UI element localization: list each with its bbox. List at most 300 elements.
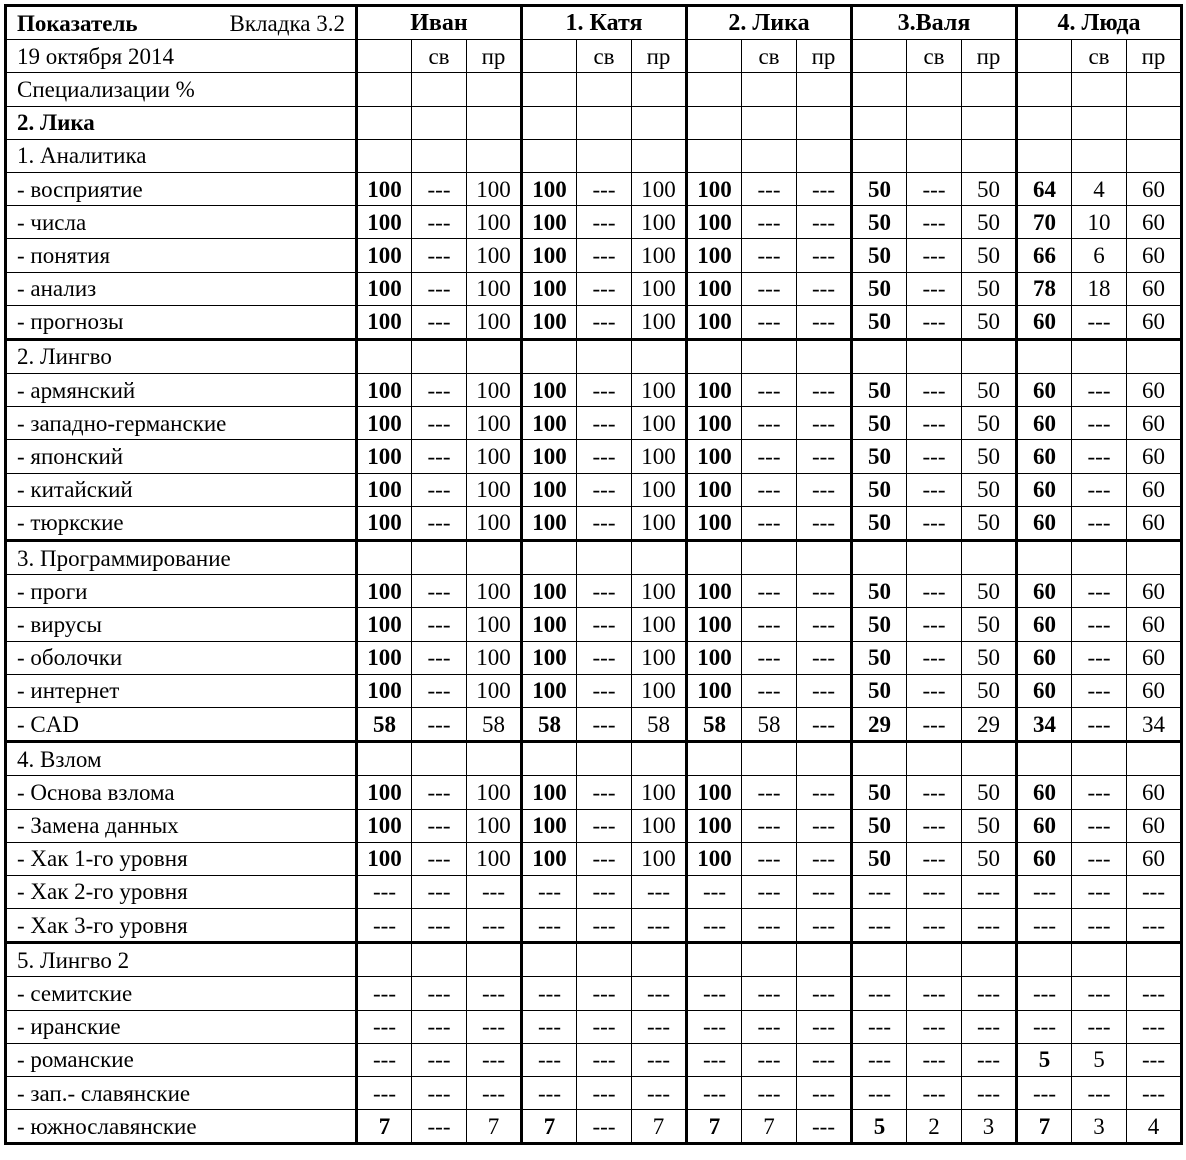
value-cell-total: ---: [522, 1043, 577, 1076]
value-cell-total: 50: [852, 608, 907, 641]
value-cell-pr: ---: [1127, 909, 1182, 943]
table-row: [6, 943, 1182, 977]
value-cell-pr: ---: [467, 1077, 522, 1110]
value-cell-total: ---: [1017, 977, 1072, 1010]
value-cell-total: 100: [687, 575, 742, 608]
value-cell-pr: [467, 106, 522, 139]
value-cell-total: [522, 139, 577, 172]
value-cell-total: 60: [1017, 506, 1072, 540]
value-cell-pr: 100: [467, 172, 522, 205]
value-cell-total: ---: [687, 977, 742, 1010]
value-cell-total: 7: [357, 1110, 412, 1144]
value-cell-sv: ---: [742, 374, 797, 407]
value-cell-total: 100: [522, 407, 577, 440]
table-row: [6, 272, 1182, 305]
value-cell-sv: ---: [907, 875, 962, 908]
value-cell-pr: 60: [1127, 374, 1182, 407]
value-cell-pr: 7: [467, 1110, 522, 1144]
value-cell-sv: [907, 106, 962, 139]
value-cell-pr: [632, 139, 687, 172]
value-cell-pr: [1127, 742, 1182, 776]
value-cell-total: 100: [522, 239, 577, 272]
value-cell-total: 64: [1017, 172, 1072, 205]
value-cell-total: 100: [522, 641, 577, 674]
value-cell-pr: 50: [962, 206, 1017, 239]
value-cell-sv: ---: [742, 608, 797, 641]
value-cell-total: ---: [357, 875, 412, 908]
value-cell-total: 50: [852, 239, 907, 272]
value-cell-total: 100: [357, 239, 412, 272]
value-cell-sv: ---: [577, 674, 632, 707]
value-cell-total: 100: [357, 407, 412, 440]
value-cell-total: ---: [687, 909, 742, 943]
person-header-3: 3.Валя: [852, 6, 1017, 40]
row-label: 5. Лингво 2: [6, 943, 357, 977]
value-cell-pr: [467, 943, 522, 977]
table-row: [6, 1110, 1182, 1144]
row-label: - Хак 3-го уровня: [6, 909, 357, 943]
value-cell-sv: 2: [907, 1110, 962, 1144]
value-cell-total: [522, 541, 577, 575]
row-label: 4. Взлом: [6, 742, 357, 776]
value-cell-sv: [577, 541, 632, 575]
value-cell-sv: ---: [907, 707, 962, 741]
value-cell-sv: ---: [907, 977, 962, 1010]
value-cell-total: 50: [852, 440, 907, 473]
value-cell-sv: ---: [742, 206, 797, 239]
sub-header-sv: св: [907, 40, 962, 73]
value-cell-total: 100: [357, 440, 412, 473]
value-cell-pr: ---: [962, 909, 1017, 943]
value-cell-total: 100: [357, 674, 412, 707]
value-cell-pr: 50: [962, 407, 1017, 440]
value-cell-total: 100: [687, 608, 742, 641]
value-cell-total: 100: [357, 374, 412, 407]
table-row: [6, 506, 1182, 540]
value-cell-total: 50: [852, 575, 907, 608]
value-cell-pr: 100: [467, 842, 522, 875]
value-cell-sv: ---: [1072, 575, 1127, 608]
table-row: [6, 1077, 1182, 1110]
value-cell-total: 100: [522, 374, 577, 407]
value-cell-total: [1017, 943, 1072, 977]
value-cell-pr: ---: [797, 239, 852, 272]
value-cell-pr: 100: [467, 473, 522, 506]
value-cell-total: 7: [687, 1110, 742, 1144]
value-cell-total: 60: [1017, 842, 1072, 875]
value-cell-total: [687, 106, 742, 139]
value-cell-total: [522, 943, 577, 977]
value-cell-sv: [1072, 106, 1127, 139]
value-cell-pr: ---: [797, 172, 852, 205]
value-cell-sv: ---: [742, 440, 797, 473]
value-cell-pr: [1127, 106, 1182, 139]
value-cell-total: 60: [1017, 608, 1072, 641]
value-cell-pr: 50: [962, 506, 1017, 540]
value-cell-pr: [467, 139, 522, 172]
value-cell-pr: [962, 541, 1017, 575]
value-cell-pr: ---: [632, 909, 687, 943]
table-row: [6, 374, 1182, 407]
value-cell-sv: ---: [1072, 1010, 1127, 1043]
value-cell-sv: ---: [412, 809, 467, 842]
value-cell-sv: [577, 742, 632, 776]
value-cell-total: 50: [852, 641, 907, 674]
value-cell-sv: ---: [907, 206, 962, 239]
value-cell-pr: ---: [467, 1010, 522, 1043]
value-cell-pr: 60: [1127, 809, 1182, 842]
value-cell-sv: 4: [1072, 172, 1127, 205]
value-cell-pr: ---: [962, 1043, 1017, 1076]
value-cell-sv: ---: [577, 909, 632, 943]
value-cell-sv: [907, 742, 962, 776]
value-cell-total: 50: [852, 674, 907, 707]
value-cell-pr: ---: [797, 875, 852, 908]
value-cell-sv: [1072, 541, 1127, 575]
value-cell-sv: [412, 742, 467, 776]
value-cell-total: [852, 541, 907, 575]
value-cell-sv: [1072, 742, 1127, 776]
value-cell-sv: [412, 541, 467, 575]
value-cell-pr: 100: [632, 473, 687, 506]
value-cell-pr: 100: [632, 305, 687, 339]
value-cell-sv: [742, 339, 797, 373]
value-cell-sv: ---: [1072, 707, 1127, 741]
value-cell-total: 50: [852, 809, 907, 842]
value-cell-sv: ---: [1072, 305, 1127, 339]
value-cell-pr: ---: [797, 407, 852, 440]
value-cell-total: 100: [522, 608, 577, 641]
value-cell-pr: ---: [797, 641, 852, 674]
value-cell-pr: 100: [632, 809, 687, 842]
value-cell-pr: ---: [797, 809, 852, 842]
value-cell-sv: ---: [907, 641, 962, 674]
value-cell-pr: [467, 73, 522, 106]
table-row: [6, 842, 1182, 875]
value-cell-sv: ---: [412, 707, 467, 741]
value-cell-pr: [962, 943, 1017, 977]
value-cell-sv: ---: [412, 1043, 467, 1076]
value-cell-pr: ---: [467, 977, 522, 1010]
value-cell-pr: 100: [632, 842, 687, 875]
value-cell-sv: [742, 742, 797, 776]
value-cell-pr: ---: [467, 909, 522, 943]
value-cell-total: 100: [522, 272, 577, 305]
value-cell-total: ---: [357, 977, 412, 1010]
value-cell-pr: ---: [797, 608, 852, 641]
value-cell-pr: ---: [1127, 1077, 1182, 1110]
value-cell-pr: 50: [962, 674, 1017, 707]
value-cell-sv: ---: [577, 608, 632, 641]
person-header-0: Иван: [357, 6, 522, 40]
value-cell-pr: ---: [797, 776, 852, 809]
header-title: Показатель: [17, 11, 138, 36]
value-cell-total: [522, 742, 577, 776]
value-cell-pr: 100: [632, 407, 687, 440]
header-date: 19 октября 2014: [6, 40, 357, 73]
value-cell-pr: 50: [962, 374, 1017, 407]
value-cell-total: 100: [687, 809, 742, 842]
value-cell-total: 100: [522, 506, 577, 540]
value-cell-pr: ---: [467, 875, 522, 908]
value-cell-total: 60: [1017, 575, 1072, 608]
value-cell-total: 100: [687, 374, 742, 407]
value-cell-total: [852, 73, 907, 106]
value-cell-sv: ---: [412, 674, 467, 707]
value-cell-pr: 60: [1127, 440, 1182, 473]
value-cell-pr: [797, 339, 852, 373]
row-label: - китайский: [6, 473, 357, 506]
value-cell-total: 100: [522, 206, 577, 239]
value-cell-total: 100: [357, 172, 412, 205]
value-cell-sv: ---: [1072, 809, 1127, 842]
row-label: - прогнозы: [6, 305, 357, 339]
value-cell-sv: ---: [742, 575, 797, 608]
value-cell-sv: ---: [577, 977, 632, 1010]
value-cell-total: [1017, 742, 1072, 776]
value-cell-pr: [632, 73, 687, 106]
value-cell-sv: ---: [577, 1043, 632, 1076]
value-cell-pr: 60: [1127, 608, 1182, 641]
value-cell-pr: [632, 106, 687, 139]
sub-header-total: [522, 40, 577, 73]
sub-header-pr: пр: [797, 40, 852, 73]
value-cell-sv: [577, 106, 632, 139]
table-row: [6, 305, 1182, 339]
value-cell-pr: ---: [797, 707, 852, 741]
value-cell-sv: ---: [577, 374, 632, 407]
value-cell-sv: ---: [1072, 674, 1127, 707]
value-cell-total: 100: [522, 842, 577, 875]
value-cell-total: 100: [687, 305, 742, 339]
value-cell-sv: ---: [577, 641, 632, 674]
value-cell-total: 100: [357, 473, 412, 506]
value-cell-pr: 50: [962, 239, 1017, 272]
value-cell-sv: ---: [577, 575, 632, 608]
value-cell-pr: 60: [1127, 272, 1182, 305]
person-header-2: 2. Лика: [687, 6, 852, 40]
value-cell-sv: [907, 541, 962, 575]
value-cell-pr: ---: [797, 506, 852, 540]
value-cell-total: 100: [687, 172, 742, 205]
value-cell-total: ---: [852, 977, 907, 1010]
table-row: [6, 239, 1182, 272]
value-cell-total: ---: [687, 1077, 742, 1110]
value-cell-pr: ---: [797, 674, 852, 707]
value-cell-pr: [1127, 339, 1182, 373]
value-cell-pr: 50: [962, 641, 1017, 674]
value-cell-pr: 3: [962, 1110, 1017, 1144]
value-cell-sv: ---: [577, 206, 632, 239]
value-cell-total: 50: [852, 206, 907, 239]
value-cell-total: 60: [1017, 674, 1072, 707]
sub-header-total: [1017, 40, 1072, 73]
value-cell-pr: 100: [467, 407, 522, 440]
value-cell-sv: [907, 339, 962, 373]
value-cell-sv: ---: [907, 440, 962, 473]
value-cell-pr: [797, 541, 852, 575]
value-cell-sv: ---: [907, 172, 962, 205]
value-cell-pr: 4: [1127, 1110, 1182, 1144]
value-cell-sv: ---: [412, 305, 467, 339]
value-cell-total: 60: [1017, 305, 1072, 339]
value-cell-sv: ---: [1072, 875, 1127, 908]
value-cell-total: 60: [1017, 776, 1072, 809]
value-cell-total: ---: [522, 977, 577, 1010]
value-cell-pr: 60: [1127, 206, 1182, 239]
value-cell-pr: [962, 742, 1017, 776]
value-cell-sv: ---: [577, 707, 632, 741]
value-cell-total: 100: [522, 809, 577, 842]
value-cell-sv: ---: [907, 305, 962, 339]
value-cell-sv: [412, 106, 467, 139]
table-row: [6, 172, 1182, 205]
value-cell-pr: ---: [797, 575, 852, 608]
value-cell-sv: ---: [907, 608, 962, 641]
value-cell-total: [522, 106, 577, 139]
value-cell-total: 100: [357, 842, 412, 875]
value-cell-sv: ---: [1072, 776, 1127, 809]
value-cell-pr: 100: [467, 305, 522, 339]
value-cell-pr: 50: [962, 305, 1017, 339]
table-row: [6, 541, 1182, 575]
value-cell-total: 50: [852, 842, 907, 875]
value-cell-sv: ---: [1072, 909, 1127, 943]
value-cell-sv: [412, 139, 467, 172]
value-cell-total: [357, 541, 412, 575]
value-cell-sv: 5: [1072, 1043, 1127, 1076]
value-cell-pr: 29: [962, 707, 1017, 741]
value-cell-total: ---: [522, 909, 577, 943]
value-cell-sv: ---: [1072, 473, 1127, 506]
value-cell-sv: ---: [577, 1110, 632, 1144]
value-cell-total: 100: [357, 305, 412, 339]
value-cell-sv: ---: [907, 1010, 962, 1043]
value-cell-pr: [632, 742, 687, 776]
value-cell-pr: 100: [467, 608, 522, 641]
value-cell-sv: ---: [907, 374, 962, 407]
value-cell-total: [522, 339, 577, 373]
value-cell-total: 100: [522, 575, 577, 608]
row-label: - оболочки: [6, 641, 357, 674]
table-row: [6, 1010, 1182, 1043]
value-cell-total: 100: [522, 172, 577, 205]
value-cell-sv: ---: [742, 875, 797, 908]
value-cell-total: 60: [1017, 473, 1072, 506]
value-cell-sv: ---: [577, 1077, 632, 1110]
value-cell-sv: [577, 139, 632, 172]
value-cell-sv: ---: [577, 239, 632, 272]
value-cell-total: 100: [522, 674, 577, 707]
value-cell-pr: 100: [467, 239, 522, 272]
value-cell-total: 50: [852, 473, 907, 506]
row-label: - проги: [6, 575, 357, 608]
value-cell-pr: [797, 106, 852, 139]
person-header-1: 1. Катя: [522, 6, 687, 40]
value-cell-sv: [907, 943, 962, 977]
value-cell-pr: ---: [797, 1077, 852, 1110]
table-row: [6, 809, 1182, 842]
value-cell-pr: [797, 139, 852, 172]
value-cell-total: 100: [687, 674, 742, 707]
value-cell-total: 100: [357, 575, 412, 608]
row-label: - CAD: [6, 707, 357, 741]
value-cell-sv: ---: [907, 239, 962, 272]
value-cell-pr: ---: [632, 1043, 687, 1076]
value-cell-total: [1017, 73, 1072, 106]
value-cell-sv: ---: [412, 842, 467, 875]
row-label: - Основа взлома: [6, 776, 357, 809]
value-cell-total: 100: [357, 809, 412, 842]
value-cell-sv: ---: [577, 776, 632, 809]
value-cell-total: [852, 742, 907, 776]
table-row: [6, 139, 1182, 172]
value-cell-pr: 100: [632, 674, 687, 707]
value-cell-total: 100: [687, 206, 742, 239]
value-cell-pr: 100: [467, 641, 522, 674]
table-row: [6, 977, 1182, 1010]
value-cell-total: 100: [357, 641, 412, 674]
value-cell-total: 100: [357, 608, 412, 641]
row-label: Специализации %: [6, 73, 357, 106]
value-cell-total: [852, 139, 907, 172]
value-cell-pr: ---: [797, 1110, 852, 1144]
value-cell-total: [357, 73, 412, 106]
sub-header-total: [357, 40, 412, 73]
value-cell-sv: ---: [742, 1043, 797, 1076]
value-cell-sv: [742, 943, 797, 977]
value-cell-pr: 50: [962, 272, 1017, 305]
table-row: [6, 875, 1182, 908]
table-row: [6, 73, 1182, 106]
row-label: 1. Аналитика: [6, 139, 357, 172]
value-cell-sv: ---: [412, 1110, 467, 1144]
table-row: [6, 641, 1182, 674]
value-cell-pr: 50: [962, 575, 1017, 608]
value-cell-sv: ---: [1072, 374, 1127, 407]
value-cell-total: 50: [852, 374, 907, 407]
value-cell-pr: 34: [1127, 707, 1182, 741]
value-cell-total: ---: [357, 909, 412, 943]
value-cell-sv: ---: [577, 172, 632, 205]
value-cell-pr: ---: [962, 1077, 1017, 1110]
value-cell-pr: [797, 742, 852, 776]
row-label: - романские: [6, 1043, 357, 1076]
value-cell-total: 60: [1017, 809, 1072, 842]
value-cell-sv: 6: [1072, 239, 1127, 272]
value-cell-total: ---: [522, 1010, 577, 1043]
value-cell-sv: ---: [742, 1010, 797, 1043]
value-cell-total: [852, 106, 907, 139]
value-cell-total: 100: [357, 776, 412, 809]
value-cell-total: 50: [852, 172, 907, 205]
value-cell-sv: ---: [907, 909, 962, 943]
value-cell-sv: ---: [1072, 506, 1127, 540]
value-cell-pr: 50: [962, 473, 1017, 506]
value-cell-pr: [1127, 943, 1182, 977]
value-cell-pr: ---: [797, 305, 852, 339]
value-cell-sv: ---: [1072, 842, 1127, 875]
value-cell-total: 5: [1017, 1043, 1072, 1076]
value-cell-pr: 60: [1127, 305, 1182, 339]
value-cell-pr: ---: [1127, 1043, 1182, 1076]
sub-header-total: [852, 40, 907, 73]
value-cell-total: [1017, 541, 1072, 575]
value-cell-total: ---: [522, 875, 577, 908]
sub-header-pr: пр: [632, 40, 687, 73]
value-cell-sv: ---: [412, 1010, 467, 1043]
value-cell-pr: [797, 73, 852, 106]
